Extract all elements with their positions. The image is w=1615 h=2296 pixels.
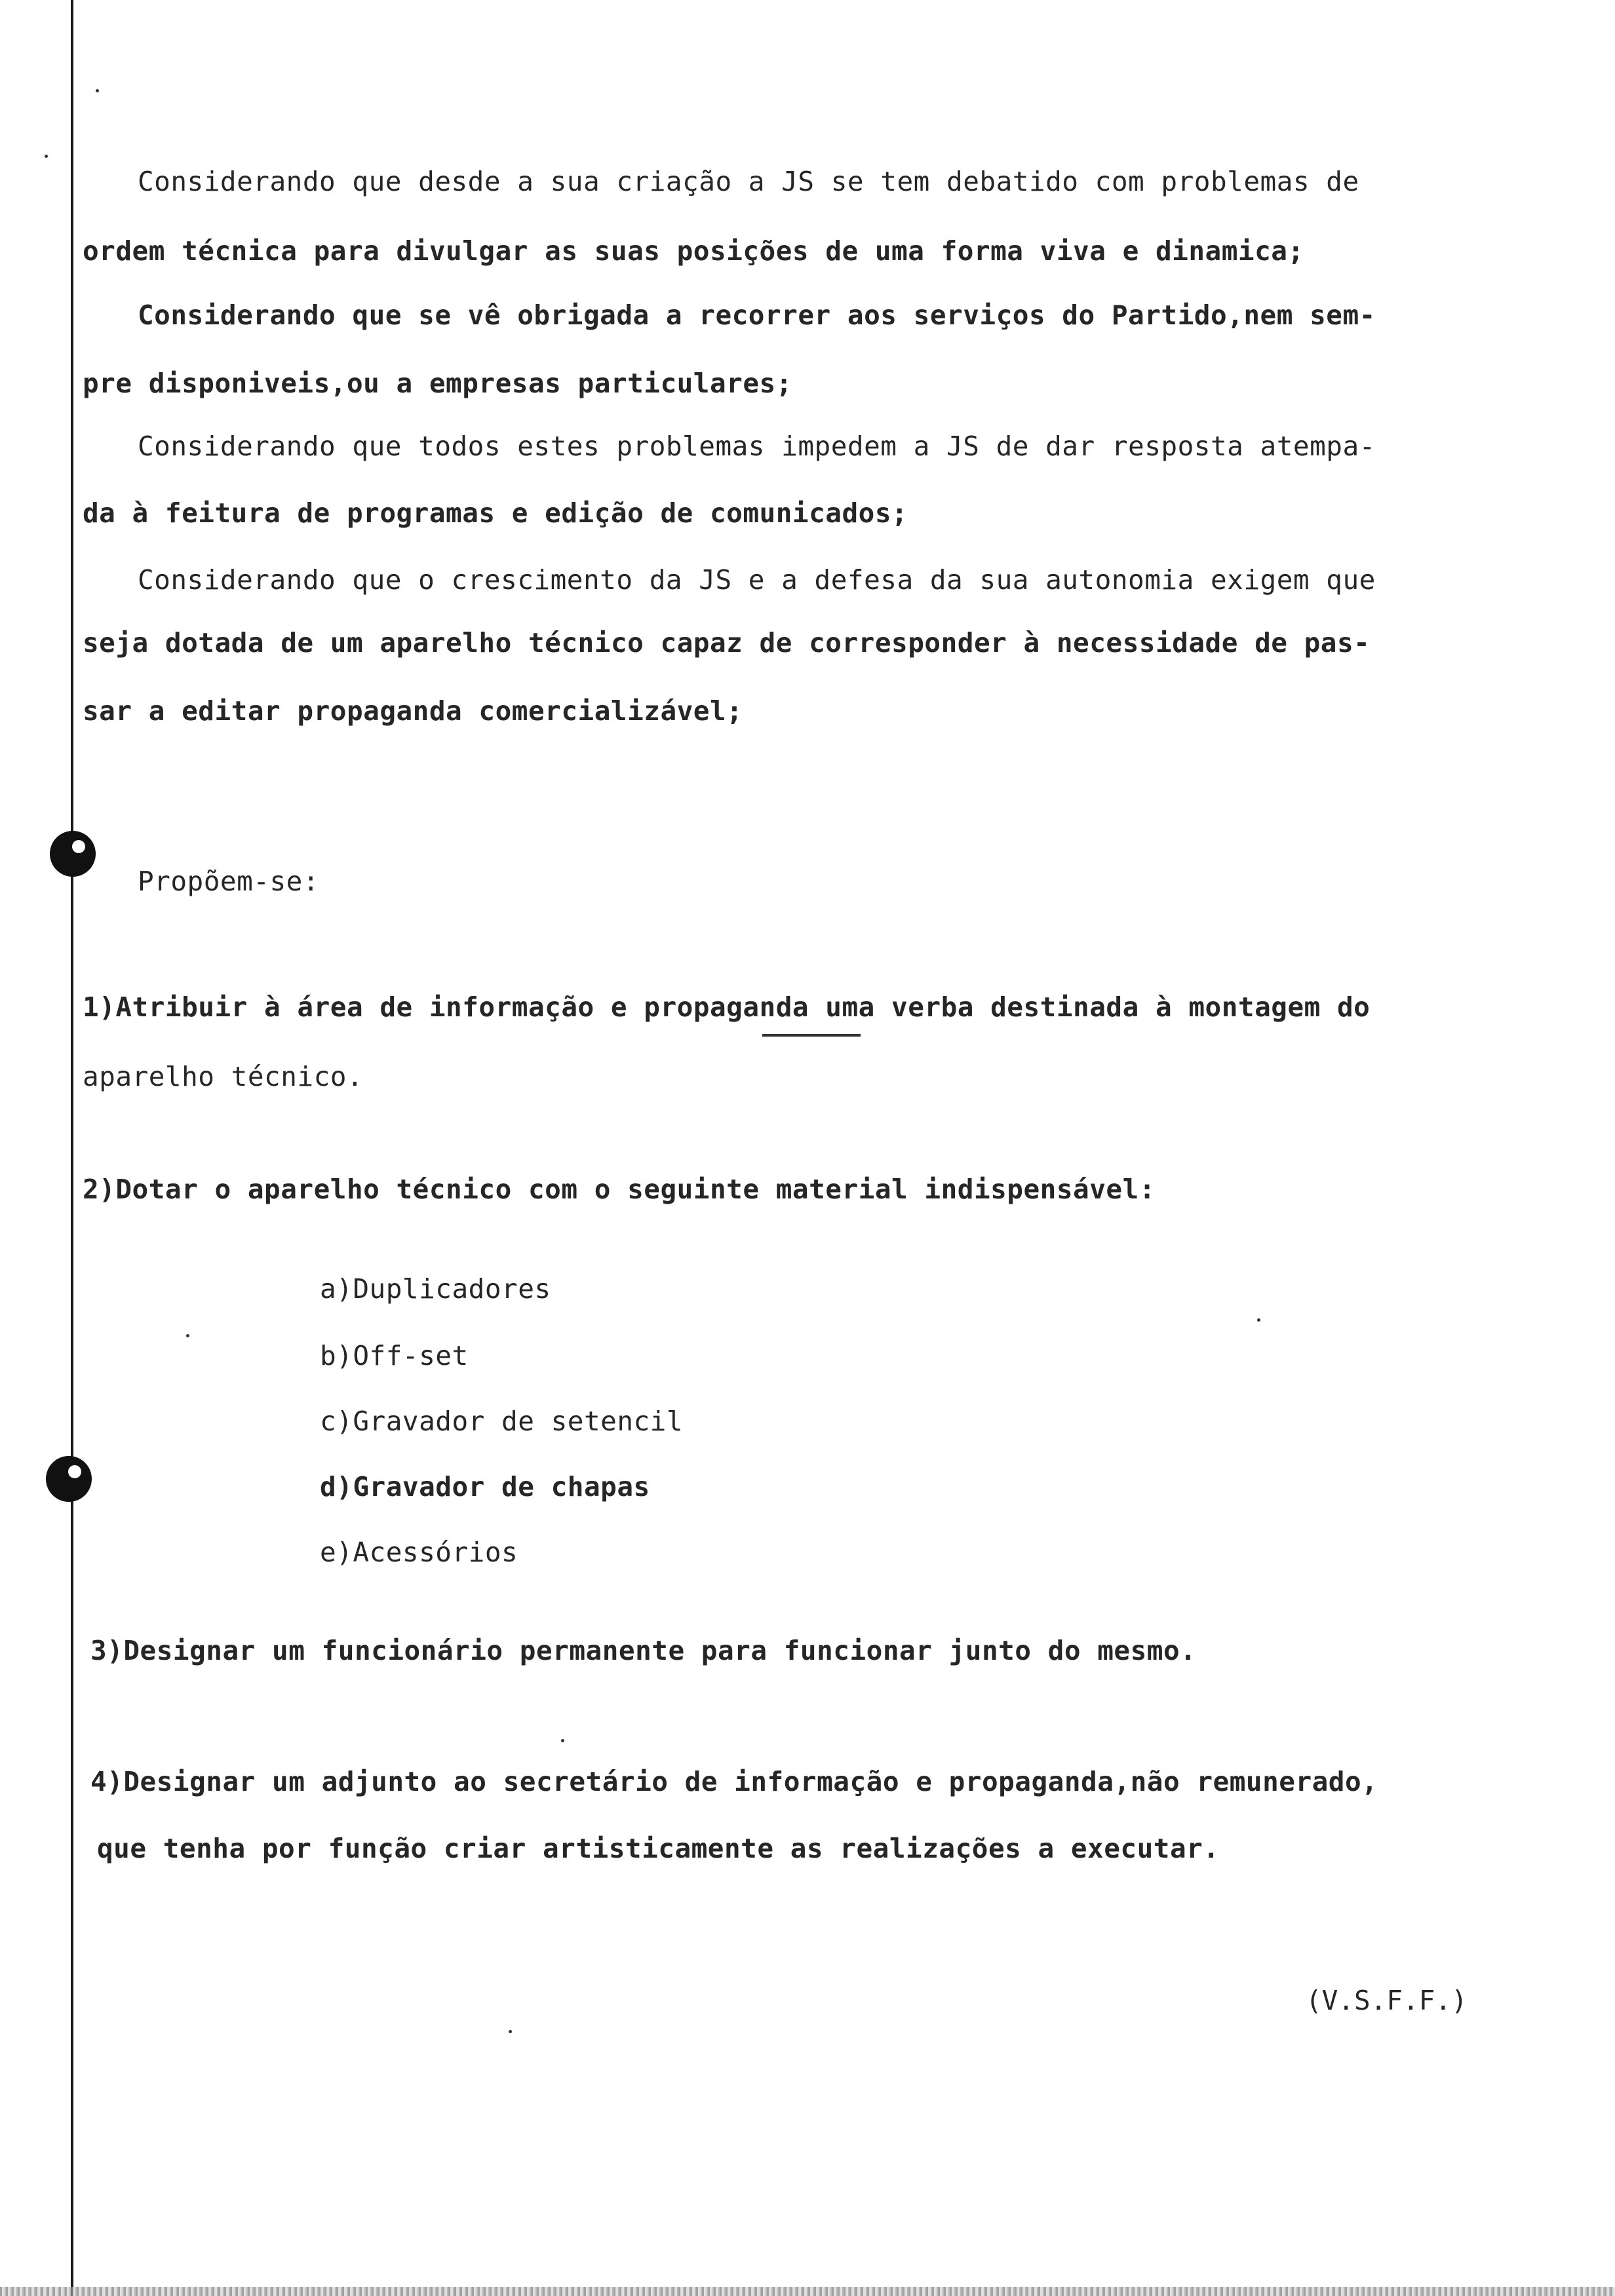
proposal-2-line: 2)Dotar o aparelho técnico com o seguinte material indispensável: — [83, 1174, 1156, 1205]
scan-speck — [96, 89, 99, 92]
material-item: a)Duplicadores — [320, 1273, 551, 1305]
proposal-3-line: 3)Designar um funcionário permanente para funcionar junto do mesmo. — [90, 1635, 1197, 1666]
consideration-line: seja dotada de um aparelho técnico capaz de corresponder à necessidade de pas- — [83, 627, 1371, 659]
scan-speck — [45, 155, 48, 158]
proposal-4-line: 4)Designar um adjunto ao secretário de informação e propaganda,não remunerado, — [90, 1766, 1378, 1797]
scan-speck — [1257, 1318, 1260, 1322]
consideration-line: sar a editar propaganda comercializável; — [83, 695, 743, 727]
material-item: c)Gravador de setencil — [320, 1406, 684, 1437]
consideration-line: Considerando que o crescimento da JS e a defesa da sua autonomia exigem que — [138, 564, 1376, 596]
document-signature: (V.S.F.F.) — [1306, 1985, 1468, 2016]
scan-speck — [509, 2030, 512, 2033]
consideration-line: pre disponiveis,ou a empresas particulares; — [83, 368, 792, 399]
consideration-line: Considerando que todos estes problemas impedem a JS de dar resposta atempa- — [138, 430, 1376, 462]
proposal-1-line: 1)Atribuir à área de informação e propaganda uma verba destinada à montagem do — [83, 991, 1371, 1023]
scan-speck — [186, 1334, 189, 1337]
punch-hole-bottom — [46, 1456, 92, 1502]
proposal-4-line: que tenha por função criar artisticamente as realizações a executar. — [97, 1833, 1220, 1864]
consideration-line: Considerando que se vê obrigada a recorrer aos serviços do Partido,nem sem- — [138, 299, 1376, 331]
consideration-line: ordem técnica para divulgar as suas posições de uma forma viva e dinamica; — [83, 235, 1304, 267]
punch-hole-top — [50, 831, 96, 877]
scan-speck — [561, 1739, 564, 1742]
consideration-line: da à feitura de programas e edição de comunicados; — [83, 497, 908, 529]
proposals-heading: Propõem-se: — [138, 866, 320, 897]
handwritten-underline — [762, 1034, 861, 1037]
proposal-1-line: aparelho técnico. — [83, 1061, 364, 1092]
material-item: e)Acessórios — [320, 1537, 518, 1568]
material-item: b)Off-set — [320, 1340, 469, 1371]
scan-bottom-edge — [0, 2287, 1615, 2296]
consideration-line: Considerando que desde a sua criação a JS se tem debatido com problemas de — [138, 166, 1359, 197]
left-margin-rule — [71, 0, 73, 2296]
material-item: d)Gravador de chapas — [320, 1471, 650, 1502]
